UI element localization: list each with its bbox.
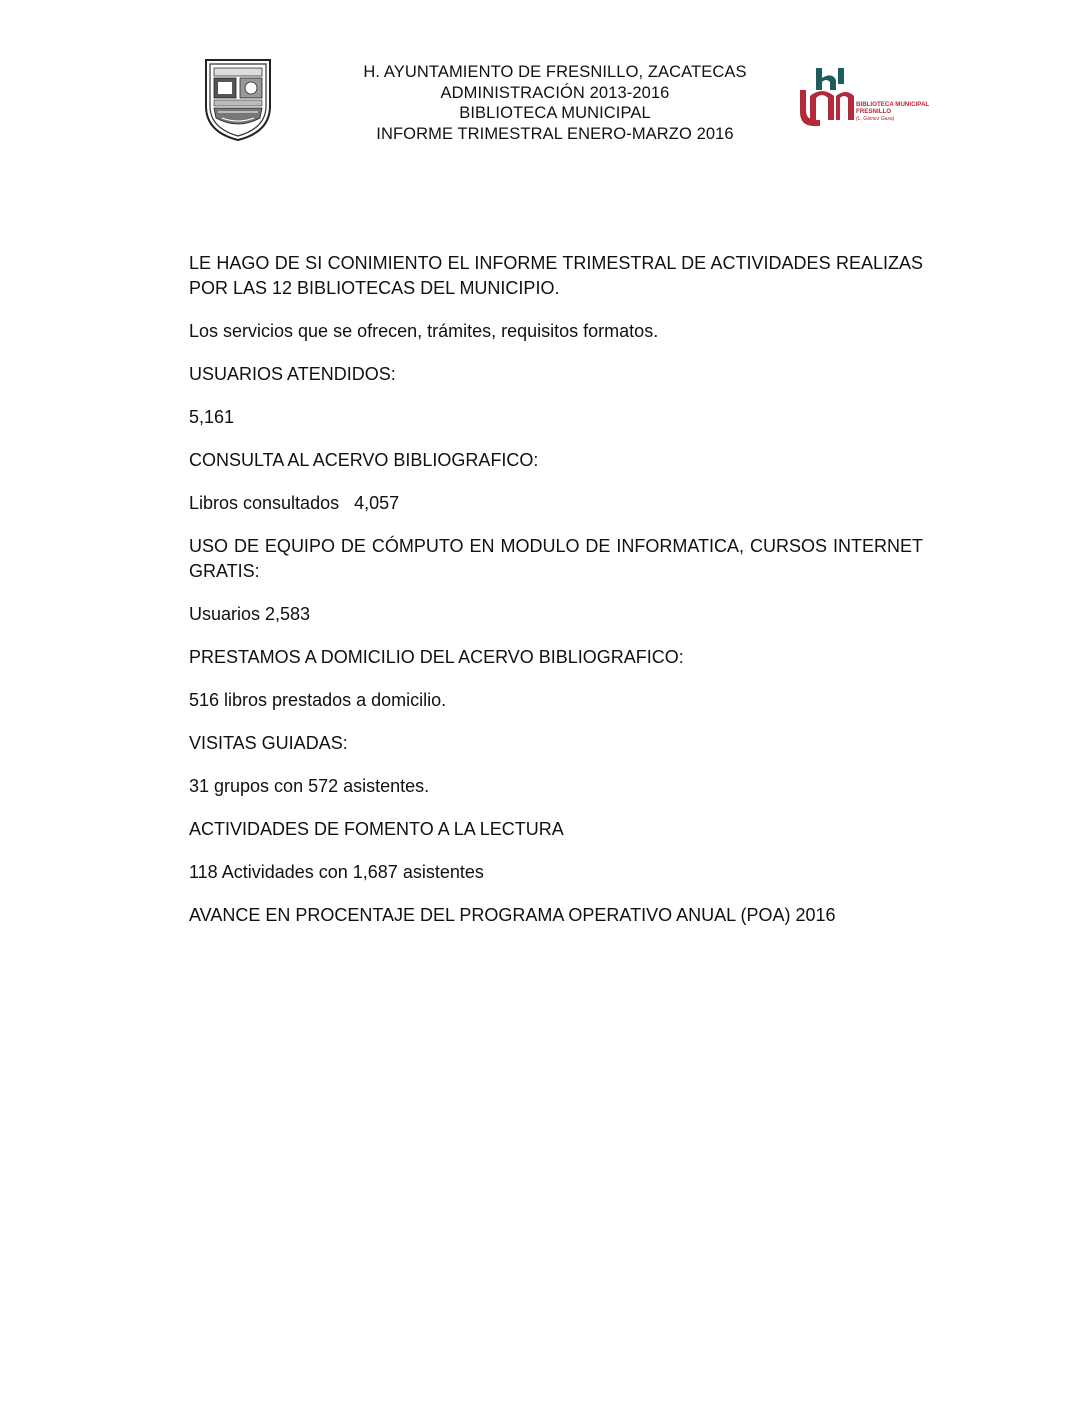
biblioteca-logo-icon [796, 66, 930, 128]
logo-text-line1: BIBLIOTECA MUNICIPAL [856, 101, 930, 108]
document-header [330, 62, 780, 144]
visitas-value: 31 grupos con 572 asistentes. [189, 776, 430, 796]
usuarios-value: 5,161 [189, 407, 235, 427]
logo-text-line2: FRESNILLO [856, 108, 892, 115]
logo-text-line3: (L. Gámez Gaxa) [856, 116, 895, 122]
computo-heading: USO DE EQUIPO DE CÓMPUTO EN MODULO DE INFORMATICA, CURSOS INTERNET GRATIS: [189, 536, 923, 581]
header-line-municipality: H. AYUNTAMIENTO DE FRESNILLO, ZACATECAS [363, 63, 747, 81]
fomento-value: 118 Actividades con 1,687 asistentes [189, 862, 484, 882]
avance-heading: AVANCE EN PROCENTAJE DEL PROGRAMA OPERATIVO ANUAL (POA) 2016 [189, 905, 836, 925]
report-body [189, 251, 923, 946]
header-line-report: INFORME TRIMESTRAL ENERO-MARZO 2016 [376, 124, 734, 143]
computo-value: Usuarios 2,583 [189, 604, 311, 624]
intro-paragraph: LE HAGO DE SI CONIMIENTO EL INFORME TRIMESTRAL DE ACTIVIDADES REALIZAS POR LAS 12 BIBLIOTECAS DEL MUNICIPIO. [189, 253, 923, 298]
visitas-heading: VISITAS GUIADAS: [189, 733, 348, 753]
municipal-seal-icon [200, 56, 276, 142]
prestamos-value: 516 libros prestados a domicilio. [189, 690, 447, 710]
consulta-heading: CONSULTA AL ACERVO BIBLIOGRAFICO: [189, 450, 539, 470]
header-line-administration: ADMINISTRACIÓN 2013-2016 [440, 83, 670, 102]
usuarios-heading: USUARIOS ATENDIDOS: [189, 364, 396, 384]
prestamos-heading: PRESTAMOS A DOMICILIO DEL ACERVO BIBLIOGRAFICO: [189, 647, 684, 667]
fomento-heading: ACTIVIDADES DE FOMENTO A LA LECTURA [189, 819, 564, 839]
consulta-value: Libros consultados 4,057 [189, 493, 400, 513]
header-line-library: BIBLIOTECA MUNICIPAL [459, 104, 651, 122]
services-line: Los servicios que se ofrecen, trámites, requisitos formatos. [189, 321, 659, 341]
